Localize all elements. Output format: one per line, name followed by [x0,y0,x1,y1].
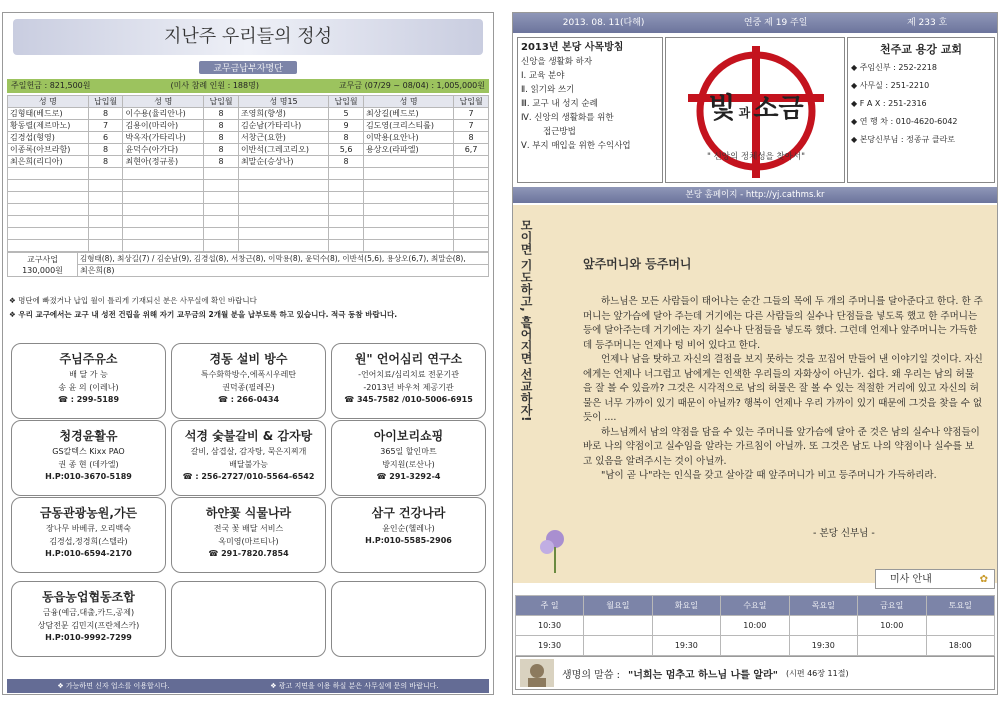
table-row [8,108,489,120]
schedule-cell [584,636,652,656]
table-header: 납입월 [454,96,489,108]
table-cell [238,168,328,180]
table-cell: 최말순(승상나) [238,156,328,168]
ad-line: GS칼텍스 Kixx PAO [52,447,125,456]
table-cell: 5,6 [329,144,364,156]
liturgical-week: 연중 제 19 주일 [743,18,808,28]
essay-paragraph-4: "남이 곧 나"라는 인식을 갖고 살아갈 때 앞주머니가 비고 등주머니가 가득하리라. [601,470,937,481]
essay-title: 앞주머니와 등주머니 [583,257,692,271]
contact-line [851,113,991,131]
table-cell [454,204,489,216]
schedule-cell: 10:00 [721,616,789,636]
project-table [7,252,489,277]
ad-box [11,343,166,419]
table-cell: 용상오(라파엘) [363,144,453,156]
table-row [8,180,489,192]
table-header: 성 명 [8,96,89,108]
mass-guide-label: 미사 안내 ✿ [875,569,995,589]
plan-item: Ⅰ. 교육 분야 [521,71,565,81]
table-cell: 6,7 [454,144,489,156]
notice-1: ❖ 명단에 빠졌거나 납입 월이 틀리게 기재되신 분은 사무실에 확인 바랍니다 [9,296,257,305]
table-cell: 최은희(리디아) [8,156,89,168]
schedule-cell: 10:30 [516,616,584,636]
issue-date: 2013. 08. 11(다해) [562,18,645,28]
ad-line: 금융(예금,대출,카드,공제) [42,608,135,617]
ad-box [331,420,486,496]
contact-line [851,77,991,95]
table-cell [88,240,123,252]
table-header: 납입월 [329,96,364,108]
table-row [8,204,489,216]
footer-note-1: ❖ 가능하면 신자 업소를 이용합시다. [57,682,170,690]
table-cell [8,228,89,240]
table-cell [123,168,204,180]
plan-item: 접근방법 [543,127,576,137]
table-cell [88,204,123,216]
contact-text: 본당신부님 : 정종규 클라로 [859,135,956,144]
table-cell: 김경섭(형영) [8,132,89,144]
table-cell: 조영희(향생) [238,108,328,120]
ad-line-2: 옥미영(마르티나) [218,537,279,546]
table-row [8,192,489,204]
table-cell [8,204,89,216]
table-row [8,168,489,180]
word-text: "너희는 멈추고 하느님 나를 알라" [628,669,778,681]
weekday-header: 월요일 [584,596,652,616]
table-header: 성 명15 [238,96,328,108]
word-label: 생명의 말씀 : [562,669,621,681]
table-cell [363,192,453,204]
plan-subtitle: 신앙을 생활화 하자 [521,57,593,67]
schedule-cell [584,616,652,636]
offering-total: 주일헌금 : 821,500원 [11,81,91,90]
schedule-cell: 19:30 [516,636,584,656]
table-cell: 8 [204,156,239,168]
schedule-cell [926,616,995,636]
mass-schedule [515,595,995,656]
table-cell [123,192,204,204]
table-cell [238,240,328,252]
essay-signature: - 본당 신부님 - [813,528,875,539]
ad-phone: ☎ : 299-5189 [57,395,120,404]
plan-item: Ⅲ. 교구 내 성지 순례 [521,99,598,109]
table-cell [204,240,239,252]
logo-box [665,37,845,183]
table-cell: 이종록(아브라함) [8,144,89,156]
contact-text: 연 행 차 : 010-4620-6042 [859,117,958,126]
ad-line-2: 김경섭,정경희(스텔라) [49,537,128,546]
homepage-band [513,187,997,203]
ad-title: 원" 언어심리 연구소 [354,352,463,366]
ad-box [331,497,486,573]
ad-title: 아이보리쇼핑 [373,429,444,443]
logo-slogan: " 신앙의 정체성을 찾아서" [706,152,806,162]
table-cell: 김형태(베드로) [8,108,89,120]
essay-area [513,205,997,583]
ad-line-2: 권덕종(필레몬) [222,383,275,392]
table-cell: 서창근(요한) [238,132,328,144]
table-row [8,144,489,156]
table-cell: 이반석(그레고리오) [238,144,328,156]
contact-text: F A X : 251-2316 [859,99,927,108]
table-cell: 8 [204,108,239,120]
diamond-icon: ◆ [851,135,860,144]
table-cell [123,216,204,228]
table-cell: 6 [88,132,123,144]
table-cell [88,168,123,180]
plan-title: 2013년 본당 사목방침 [521,42,624,53]
weekday-header: 화요일 [652,596,720,616]
table-cell: 8 [329,156,364,168]
footer-note-2: ❖ 광고 지면을 이용 하실 분은 사무실에 문의 바랍니다. [270,682,439,690]
table-cell: 윤덕수(아가다) [123,144,204,156]
project-line1: 김형태(8), 최상길(7) / 김순남(9), 김경섭(8), 서창근(8), 이막용(8), 윤덕수(8), 이반석(5,6), 용상오(6,7), 최말순(8), [78,253,489,265]
project-label: 교구사업 [27,254,58,264]
diamond-icon: ◆ [851,81,860,90]
donor-table [7,95,489,252]
weekday-header: 목요일 [789,596,857,616]
ad-line-2: 방지원(로산나) [382,460,435,469]
table-cell: 최현아(정규롱) [123,156,204,168]
table-cell [454,216,489,228]
table-cell: 이수용(율리안나) [123,108,204,120]
table-cell [204,204,239,216]
ad-title: 동읍농업협동조합 [42,590,135,604]
ad-line: 갈비, 삼겹살, 감자탕, 묵은지찌개 [190,447,307,456]
ad-box [331,343,486,419]
ad-line-2: 배달불가능 [229,460,268,469]
ad-line: 배 달 가 능 [69,370,108,379]
header-band [513,13,997,33]
diamond-icon: ◆ [851,117,860,126]
ad-line-2: 권 종 현 (데카엘) [58,460,119,469]
table-cell [88,192,123,204]
table-cell [204,192,239,204]
table-cell: 김용이(마리아) [123,120,204,132]
ad-line: 특수화학방수,에폭시우레탄 [200,370,297,379]
ad-title: 주님주유소 [59,352,118,366]
table-cell [204,228,239,240]
ad-phone: ☎ 291-3292-4 [376,472,441,481]
ad-phone: H.P:010-3670-5189 [45,472,132,481]
schedule-cell: 10:00 [858,616,926,636]
table-cell: 8 [454,132,489,144]
table-cell [238,228,328,240]
table-cell [329,228,364,240]
ad-phone: H.P:010-9992-7299 [45,633,132,642]
table-row [8,216,489,228]
ad-box [171,497,326,573]
table-cell: 9 [329,120,364,132]
table-cell: 8 [88,108,123,120]
ad-phone: H.P:010-6594-2170 [45,549,132,558]
table-row [8,120,489,132]
table-cell [88,180,123,192]
summary-bar [7,79,489,93]
schedule-cell [652,616,720,636]
table-cell [8,216,89,228]
table-cell [329,216,364,228]
ad-line: -언어치료/심리치료 전문기관 [358,370,459,379]
table-cell [363,216,453,228]
table-cell: 7 [454,108,489,120]
table-cell [363,204,453,216]
table-cell [123,240,204,252]
schedule-cell: 18:00 [926,636,995,656]
vertical-motto: 모이면 기도하고, 흩어지면 선교하자! [519,219,533,422]
ad-title: 석경 숯불갈비 & 감자탕 [184,429,313,443]
table-cell: 황동렬(제르마노) [8,120,89,132]
ad-box-empty [331,581,486,657]
table-cell [238,180,328,192]
table-header: 성 명 [363,96,453,108]
plan-item: Ⅱ. 읽기와 쓰기 [521,85,575,95]
table-cell: 8 [204,120,239,132]
essay-paragraph-2: 언제나 남을 탓하고 자신의 결점을 보지 못하는 것을 꼬집어 만들어 낸 이야기일 것이다. 자신에게는 언제나 너그럽고 남에게는 인색한 우리들의 자화상이 아닌가. 쉽다. 왜 우리는 남의 허물을 잘 볼 수 있을까? 그것은 시각적으로 남의 허물은 잘 볼 수 있는 적절한 거리에 있고 자신의 허물은 너무 가까이 있기 때문이 아닐까? 행복이 언제나 우리 가까이 있기 때문에 그것을 찾을 수 없듯이 .... [583,354,983,423]
table-cell [123,228,204,240]
footer-bar [7,679,489,693]
table-cell [454,180,489,192]
ad-line: 365일 할인마트 [380,447,437,456]
ad-phone: H.P:010-5585-2906 [365,536,452,545]
subtitle-pill: 교무금납부자명단 [199,61,297,74]
ad-box [11,581,166,657]
table-cell [8,168,89,180]
table-cell: 5 [329,108,364,120]
table-cell [329,240,364,252]
table-cell: 8 [204,132,239,144]
table-cell: 8 [88,156,123,168]
table-cell [204,216,239,228]
page-title: 지난주 우리들의 정성 [164,26,332,47]
weekday-header: 주 일 [516,596,584,616]
table-cell [329,204,364,216]
left-page [2,12,494,695]
ad-box-empty [171,581,326,657]
table-cell [454,240,489,252]
table-cell: 7 [88,120,123,132]
table-header: 납입월 [88,96,123,108]
table-cell [8,180,89,192]
table-cell: 박옥자(가타리나) [123,132,204,144]
table-cell [363,168,453,180]
title-banner [13,19,483,55]
table-cell [363,240,453,252]
table-row [8,132,489,144]
ad-phone: ☎ : 266-0434 [217,395,280,404]
word-reference: (시편 46장 11절) [785,668,849,678]
diamond-icon: ◆ [851,99,860,108]
plan-item: Ⅳ. 신앙의 생활화를 위한 [521,113,614,123]
table-cell [363,180,453,192]
table-cell [454,156,489,168]
table-cell [454,228,489,240]
ad-phone: ☎ 345-7582 /010-5006-6915 [344,395,473,404]
table-cell [454,192,489,204]
table-cell [8,192,89,204]
ad-title: 경동 설비 방수 [209,352,288,366]
table-cell: 8 [88,144,123,156]
weekday-header: 금요일 [858,596,926,616]
logo-salt: 소금 [753,94,804,124]
table-cell: 김도영(크리스티롤) [363,120,453,132]
ad-box [171,343,326,419]
ad-title: 하얀꽃 식물나라 [205,506,292,520]
schedule-row [516,636,995,656]
ad-line-2: 윤인순(헬레나) [382,524,435,533]
table-cell [329,168,364,180]
logo-light: 빛 [708,91,736,124]
ad-title: 청경윤활유 [59,429,118,443]
table-cell [238,204,328,216]
table-cell: 최상길(베드로) [363,108,453,120]
table-cell: 8 [204,144,239,156]
essay-paragraph-3: 하느님께서 남의 약점을 담을 수 있는 주머니를 앞가슴에 달아 준 것은 남의 실수나 약점들이 바로 나의 약점이고 실수임을 알라는 가르침이 아닐까. 또 그것은 남도 나의 약점이나 실수를 보고 있음을 알려주시는 것이 아닐까. [583,426,980,467]
mass-count: (미사 참례 인원 : 188명) [170,81,259,90]
word-of-life [515,656,995,690]
schedule-cell: 19:30 [789,636,857,656]
table-cell [88,216,123,228]
table-cell: 7 [454,120,489,132]
contact-text: 주임신부 : 252-2218 [859,63,937,72]
notice-2: ❖ 우리 교구에서는 교구 내 성전 건립을 위해 자기 교무금의 2개월 분을 납부토록 하고 있습니다. 적극 동참 바랍니다. [9,310,398,319]
table-cell [363,228,453,240]
table-cell: 김순남(가타리나) [238,120,328,132]
contact-line [851,95,991,113]
table-cell [363,156,453,168]
contact-line [851,131,991,149]
weekday-header: 토요일 [926,596,995,616]
diamond-icon: ◆ [851,63,860,72]
schedule-cell: 19:30 [652,636,720,656]
issue-number: 제 233 호 [906,18,948,28]
logo-and: 과 [738,106,751,120]
table-cell [204,180,239,192]
ad-line-2: -2013년 바우처 제공기관 [363,383,454,392]
table-cell [238,192,328,204]
ad-title: 삼구 건강나라 [371,506,446,520]
table-cell: 8 [329,132,364,144]
schedule-cell [721,636,789,656]
table-header: 납입월 [204,96,239,108]
table-cell [123,180,204,192]
table-cell [123,204,204,216]
flower-icon [535,523,575,573]
table-row [8,240,489,252]
schedule-row [516,616,995,636]
ad-box [171,420,326,496]
contact-text: 사무실 : 251-2210 [859,81,930,90]
weekday-header: 수요일 [721,596,789,616]
schedule-cell [858,636,926,656]
essay-paragraph-1: 하느님은 모든 사람들이 태어나는 순간 그들의 목에 두 개의 주머니를 달아준다고 한다. 한 주머니는 앞가슴에 달아 주는데 거기에는 다른 사람들의 실수나 단점들을 넣도록 했고 한 주머니는 등에 달아주는데 거기에는 자기 실수나 단점들을 넣도록 했다. 그런데 언제나 앞주머니는 가득한데 등주머니는 언제나 텅 비어 있다고 한다. [583,296,983,351]
table-header: 성 명 [123,96,204,108]
table-cell [238,216,328,228]
jesus-portrait-icon [520,659,554,687]
table-cell [329,192,364,204]
table-row [8,228,489,240]
table-cell: 이막용(요안나) [363,132,453,144]
table-cell [8,240,89,252]
project-line2: 최은희(8) [78,265,489,277]
fund-total: 교무금 (07/29 ~ 08/04) : 1,005,000원 [338,81,485,90]
pastoral-plan [517,37,663,183]
project-amount: 130,000원 [22,265,63,275]
contact-line [851,59,991,77]
table-cell [454,168,489,180]
schedule-cell [789,616,857,636]
table-row [8,156,489,168]
table-cell [88,228,123,240]
ad-line-2: 송 윤 의 (이레나) [58,383,119,392]
church-name: 천주교 용강 교회 [879,43,963,56]
ad-title: 금동관광농원,가든 [39,506,138,520]
ad-box [11,420,166,496]
plan-item: Ⅴ. 부지 매입을 위한 수익사업 [521,141,631,151]
ad-line-2: 상담전문 김민지(프란체스카) [37,621,140,630]
homepage-url[interactable]: 본당 홈페이지 - http://yj.cathms.kr [685,190,825,200]
right-page [512,12,998,695]
ad-box [11,497,166,573]
ad-line: 전국 꽃 배달 서비스 [213,524,284,533]
flower-pot-icon: ✿ [979,574,988,585]
ad-phone: ☎ 291-7820.7854 [208,549,289,558]
table-cell [204,168,239,180]
table-cell [329,180,364,192]
church-info [847,37,995,183]
ad-line: 장나무 바베큐, 오리백숙 [46,524,131,533]
ad-phone: ☎ : 256-2727/010-5564-6542 [182,472,315,481]
